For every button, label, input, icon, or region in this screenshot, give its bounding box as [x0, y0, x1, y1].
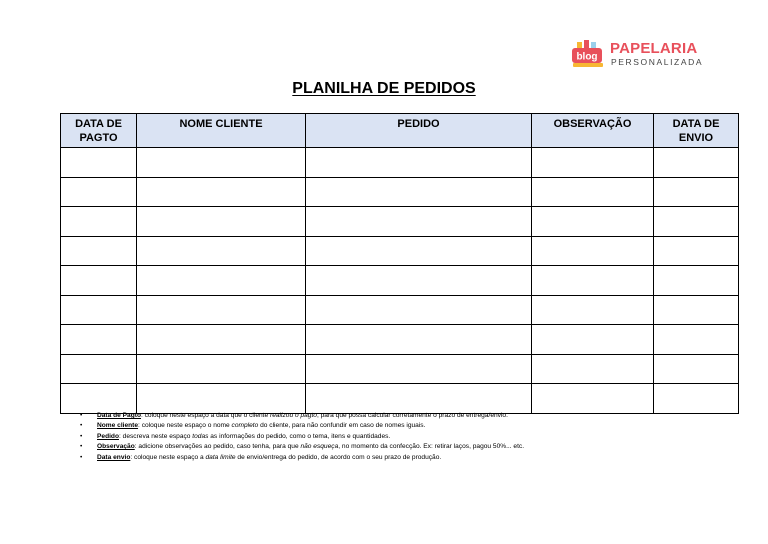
table-row [61, 207, 739, 237]
table-cell[interactable] [61, 354, 137, 384]
table-cell[interactable] [532, 177, 654, 207]
table-row [61, 384, 739, 414]
column-header-data-envio: DATA DE ENVIO [654, 114, 739, 148]
table-cell[interactable] [137, 266, 306, 296]
table-cell[interactable] [654, 236, 739, 266]
table-cell[interactable] [61, 177, 137, 207]
instruction-emphasis: completo [231, 422, 259, 430]
table-cell[interactable] [654, 177, 739, 207]
orders-table-body [61, 148, 739, 414]
instruction-label: Observação [97, 443, 135, 451]
table-cell[interactable] [306, 295, 532, 325]
table-cell[interactable] [137, 236, 306, 266]
instruction-item [80, 432, 524, 442]
bullet-icon: • [80, 422, 83, 430]
table-cell[interactable] [532, 236, 654, 266]
instruction-text: : coloque neste espaço o nome [138, 422, 232, 430]
instruction-item [80, 453, 524, 463]
table-cell[interactable] [137, 325, 306, 355]
instruction-text: as informações do pedido, como o tema, itens e quantidades. [208, 432, 391, 440]
table-cell[interactable] [61, 148, 137, 178]
instruction-item [80, 421, 524, 431]
table-cell[interactable] [654, 295, 739, 325]
bullet-icon: • [80, 453, 83, 461]
logo-main-text: PAPELARIA [610, 40, 698, 57]
table-cell[interactable] [306, 325, 532, 355]
table-cell[interactable] [137, 148, 306, 178]
table-cell[interactable] [306, 148, 532, 178]
table-cell[interactable] [306, 354, 532, 384]
column-header-observacao: OBSERVAÇÃO [532, 114, 654, 148]
page-title: PLANILHA DE PEDIDOS [292, 80, 476, 97]
logo-sub-text: PERSONALIZADA [611, 57, 704, 67]
table-cell[interactable] [532, 325, 654, 355]
instruction-text: : descreva neste espaço [118, 432, 193, 440]
logo-badge-text: blog [576, 51, 598, 63]
table-cell[interactable] [306, 236, 532, 266]
instruction-label: Pedido [97, 432, 119, 440]
instruction-label: Data de Pagto [97, 412, 141, 419]
column-header-data-pagto: DATA DE PAGTO [61, 114, 137, 148]
instruction-emphasis: realizou o pagto [270, 412, 317, 419]
table-cell[interactable] [61, 266, 137, 296]
orders-table [60, 113, 739, 414]
table-cell[interactable] [654, 354, 739, 384]
instruction-item [80, 411, 524, 421]
instruction-item [80, 442, 524, 452]
table-cell[interactable] [306, 207, 532, 237]
page-title-wrap [0, 80, 768, 98]
table-cell[interactable] [654, 325, 739, 355]
table-row [61, 266, 739, 296]
bullet-icon: • [80, 443, 83, 451]
instruction-text: : adicione observações ao pedido, caso tenha, para que [134, 443, 301, 451]
instruction-text: , para que possa calcular corretamente o prazo de entrega/envio. [316, 412, 508, 419]
bullet-icon: • [80, 412, 83, 419]
table-cell[interactable] [61, 236, 137, 266]
instruction-label: Data envio [97, 453, 131, 461]
table-cell[interactable] [532, 148, 654, 178]
table-row [61, 148, 739, 178]
table-cell[interactable] [61, 207, 137, 237]
table-row [61, 354, 739, 384]
instruction-text: : coloque neste espaço a [130, 453, 206, 461]
table-cell[interactable] [137, 177, 306, 207]
table-cell[interactable] [306, 177, 532, 207]
table-cell[interactable] [137, 295, 306, 325]
column-header-pedido: PEDIDO [306, 114, 532, 148]
instruction-emphasis: todas [192, 432, 209, 440]
table-cell[interactable] [654, 266, 739, 296]
table-row [61, 177, 739, 207]
table-cell[interactable] [654, 148, 739, 178]
table-row [61, 325, 739, 355]
instruction-text: do cliente, para não confundir em caso de nomes iguais. [258, 422, 426, 430]
table-cell[interactable] [137, 354, 306, 384]
instruction-text: : coloque neste espaço a data que o cliente [140, 412, 271, 419]
table-cell[interactable] [532, 207, 654, 237]
instructions-list [80, 411, 524, 463]
instruction-text: de envio/entrega do pedido, de acordo com o seu prazo de produção. [235, 453, 442, 461]
table-row [61, 295, 739, 325]
brand-logo [570, 38, 710, 70]
column-header-nome-cliente: NOME CLIENTE [137, 114, 306, 148]
instruction-text: , no momento da confecção. Ex: retirar laços, pagou 50%... etc. [338, 443, 525, 451]
table-row [61, 236, 739, 266]
table-cell[interactable] [654, 207, 739, 237]
table-cell[interactable] [306, 266, 532, 296]
instruction-emphasis: data limite [205, 453, 236, 461]
logo-badge-icon [570, 38, 606, 70]
table-cell[interactable] [137, 384, 306, 414]
table-cell[interactable] [654, 384, 739, 414]
instruction-emphasis: não esqueça [300, 443, 339, 451]
table-header-row [61, 114, 739, 148]
table-cell[interactable] [137, 207, 306, 237]
table-cell[interactable] [61, 325, 137, 355]
instruction-label: Nome cliente [97, 422, 139, 430]
table-cell[interactable] [532, 266, 654, 296]
table-cell[interactable] [532, 384, 654, 414]
table-cell[interactable] [61, 384, 137, 414]
table-cell[interactable] [532, 295, 654, 325]
table-cell[interactable] [61, 295, 137, 325]
table-cell[interactable] [532, 354, 654, 384]
table-cell[interactable] [306, 384, 532, 414]
bullet-icon: • [80, 432, 83, 440]
